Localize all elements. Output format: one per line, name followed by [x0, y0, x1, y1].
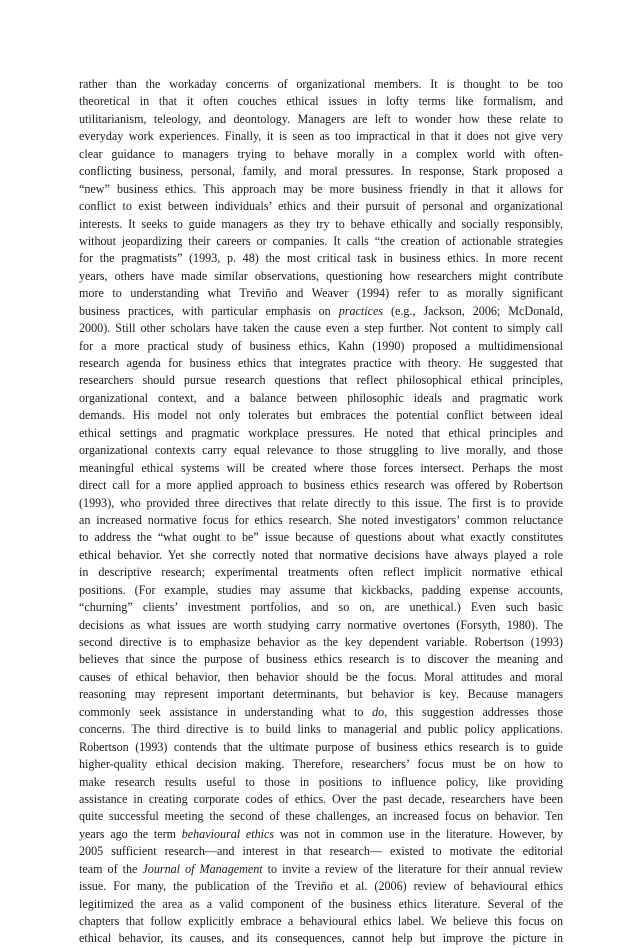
text-run: conflict to exist between individuals’ ethics and their pursuit of personal and organizational — [79, 199, 563, 214]
text-line — [79, 233, 563, 250]
text-line — [79, 756, 563, 773]
text-run: for a more practical study of business ethics, Kahn (1990) proposed a multidimensional — [79, 338, 563, 353]
text-run: chapters that follow explicitly embrace a behavioural ethics label. We believe this focus on — [79, 914, 563, 928]
text-run: direct call for a more applied approach to business ethics research was offered by Robertson — [79, 478, 563, 493]
text-line — [79, 372, 563, 389]
italic-text: do — [372, 704, 385, 719]
text-run: ethical behavior. Yet she correctly noted that normative decisions have always played a role — [79, 547, 563, 562]
text-run: decisions as what issues are worth studying carry normative overtones (Forsyth, 1980). The — [79, 617, 563, 632]
text-line — [79, 163, 563, 180]
italic-text: practices — [338, 303, 384, 318]
text-line — [79, 529, 563, 546]
text-line — [79, 128, 563, 145]
text-line — [79, 669, 563, 686]
text-line — [79, 861, 563, 878]
text-run: an increased normative focus for ethics research. She noted investigators’ common reluctance — [79, 512, 563, 527]
text-run: demands. His model not only tolerates but embraces the potential conflict between ideal — [79, 408, 563, 423]
text-run: organizational contexts carry equal relevance to those struggling to live morally, and those — [79, 443, 563, 458]
text-run: positions. (For example, studies may assume that kickbacks, padding expense accounts, — [79, 582, 563, 597]
text-line — [79, 407, 563, 424]
text-run: theoretical in that it often couches ethical issues in lofty terms like formalism, and — [79, 94, 563, 109]
text-run: business practices, with particular emphasis on — [79, 303, 339, 318]
text-run: researchers should pursue research questions that reflect philosophical ethical principles, — [79, 373, 563, 388]
text-run: concerns. The third directive is to build links to managerial and public policy applications. — [79, 722, 563, 737]
text-line — [79, 896, 563, 913]
text-run: interests. It seeks to guide managers as they try to behave ethically and socially responsibly, — [79, 216, 563, 231]
text-line — [79, 495, 563, 512]
text-run: “churning” clients’ investment portfolios, and so on, are unethical.) Even such basic — [79, 600, 563, 615]
text-line — [79, 111, 563, 128]
text-line — [79, 477, 563, 494]
text-line — [79, 582, 563, 599]
text-line — [79, 547, 563, 564]
text-run: causes of ethical behavior, then behavior should be the focus. Moral attitudes and moral — [79, 669, 563, 684]
text-run: conflicting business, personal, family, and moral pressures. In response, Stark proposed a — [79, 164, 563, 179]
text-run: reasoning may represent important determinants, but behavior is key. Because managers — [79, 687, 563, 702]
body-text — [79, 76, 563, 948]
text-line — [79, 774, 563, 791]
text-line — [79, 721, 563, 738]
text-line — [79, 250, 563, 267]
text-line — [79, 930, 563, 947]
text-run: team of the — [79, 861, 143, 876]
text-line — [79, 198, 563, 215]
text-line — [79, 268, 563, 285]
text-line — [79, 791, 563, 808]
text-line — [79, 808, 563, 825]
text-run: for the pragmatists” (1993, p. 48) the most critical task in business ethics. In more recent — [79, 251, 563, 266]
text-run: years ago the term — [79, 826, 182, 841]
text-line — [79, 878, 563, 895]
text-run: organizational context, and a balance between philosophic ideals and pragmatic work — [79, 390, 563, 405]
text-line — [79, 338, 563, 355]
text-run: research agenda for business ethics that integrates practice with theory. He suggested that — [79, 356, 563, 370]
text-run: higher-quality ethical decision making. Therefore, researchers’ focus must be on how to — [79, 757, 563, 772]
text-run: Robertson (1993) contends that the ultimate purpose of business ethics research is to guide — [79, 739, 563, 754]
text-run: utilitarianism, teleology, and deontology. Managers are left to wonder how these relate to — [79, 111, 563, 126]
text-line — [79, 704, 563, 721]
text-run: clear guidance to managers trying to behave morally in a complex world with often- — [79, 146, 563, 161]
text-line — [79, 216, 563, 233]
text-run: quite successful meeting the second of these challenges, an increased focus on behavior. Ten — [79, 809, 563, 824]
text-run: ethical settings and pragmatic workplace pressures. He noted that ethical principles and — [79, 425, 563, 440]
text-line — [79, 739, 563, 756]
text-run: issue. For many, the publication of the Treviño et al. (2006) review of behavioural ethics — [79, 879, 563, 894]
text-run: make research results useful to those in positions to influence policy, like providing — [79, 774, 563, 789]
text-line — [79, 460, 563, 477]
text-run: meaningful ethical systems will be created where those forces intersect. Perhaps the most — [79, 460, 563, 475]
text-run: second directive is to emphasize behavior as the key dependent variable. Robertson (1993) — [79, 635, 563, 649]
text-run: 2005 sufficient research—and interest in that research— existed to motivate the editorial — [79, 844, 563, 859]
text-run: (e.g., Jackson, 2006; McDonald, — [383, 303, 563, 318]
text-line — [79, 564, 563, 581]
text-run: more to understanding what Treviño and Weaver (1994) refer to as morally significant — [79, 286, 563, 301]
text-line — [79, 913, 563, 930]
text-line — [79, 93, 563, 110]
text-line — [79, 146, 563, 163]
text-line — [79, 303, 563, 320]
text-line — [79, 599, 563, 616]
text-line — [79, 442, 563, 459]
text-line — [79, 686, 563, 703]
text-run: rather than the workaday concerns of organizational members. It is thought to be too — [79, 77, 563, 91]
italic-text: Journal of Management — [142, 861, 263, 876]
text-line — [79, 355, 563, 372]
text-run: ethical behavior, its causes, and its consequences, cannot help but improve the picture in — [79, 931, 563, 946]
text-line — [79, 181, 563, 198]
text-run: was not in common use in the literature. However, by — [274, 826, 563, 841]
text-run: , this suggestion addresses those — [384, 704, 563, 719]
text-run: in descriptive research; experimental treatments often reflect implicit normative ethical — [79, 565, 563, 580]
text-run: everyday work experiences. Finally, it is seen as too impractical in that it does not give very — [79, 129, 563, 144]
text-line — [79, 425, 563, 442]
italic-text: behavioural ethics — [181, 826, 275, 841]
text-line — [79, 285, 563, 302]
text-line — [79, 651, 563, 668]
text-run: commonly seek assistance in understanding what to — [79, 704, 373, 719]
text-run: legitimized the area as a valid component of the business ethics literature. Several of the — [79, 896, 563, 911]
text-run: to address the “what ought to be” issue because of questions about what exactly constitutes — [79, 530, 563, 545]
text-run: to invite a review of the literature for their annual review — [262, 861, 564, 876]
text-run: believes that since the purpose of business ethics research is to discover the meaning and — [79, 652, 563, 667]
text-line — [79, 512, 563, 529]
text-line — [79, 617, 563, 634]
text-line — [79, 390, 563, 407]
text-line — [79, 320, 563, 337]
text-line — [79, 843, 563, 860]
text-run: without jeopardizing their careers or companies. It calls “the creation of actionable strategies — [79, 233, 563, 248]
text-run: assistance in creating corporate codes of ethics. Over the past decade, researchers have been — [79, 791, 563, 806]
text-run: years, others have made similar observations, questioning how researchers might contribute — [79, 268, 563, 283]
text-line — [79, 76, 563, 93]
text-run: “new” business ethics. This approach may be more business friendly in that it allows for — [79, 181, 563, 196]
text-run: 2000). Still other scholars have taken the cause even a step further. Not content to simply call — [79, 321, 563, 336]
text-run: (1993), who provided three directives that relate directly to this issue. The first is to provide — [79, 495, 563, 510]
text-line — [79, 826, 563, 843]
text-line — [79, 634, 563, 651]
